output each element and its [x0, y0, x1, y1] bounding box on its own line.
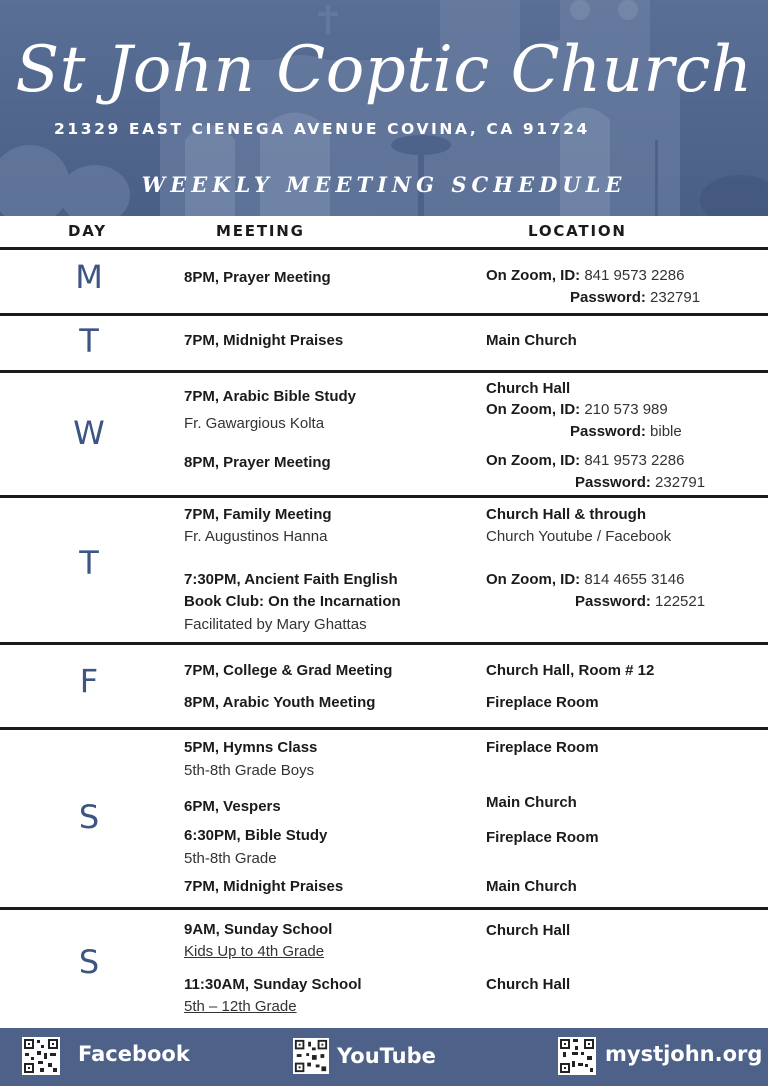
divider — [0, 727, 768, 730]
divider — [0, 907, 768, 910]
column-header-day: DAY — [68, 222, 107, 240]
day-letter-monday: M — [75, 258, 103, 296]
location-password — [575, 592, 705, 612]
meeting-audience: 5th-8th Grade — [184, 850, 277, 867]
meeting-leader: Fr. Gawargious Kolta — [184, 415, 325, 432]
meeting-title: 7PM, Midnight Praises — [184, 332, 344, 349]
meeting-title-line2: Book Club: On the Incarnation — [184, 593, 401, 610]
meeting-audience-link[interactable]: 5th – 12th Grade — [184, 998, 297, 1015]
meeting-title: 11:30AM, Sunday School — [184, 976, 362, 993]
meeting-leader: Facilitated by Mary Ghattas — [184, 616, 367, 633]
meeting-title: 7PM, Family Meeting — [184, 506, 332, 523]
church-address: 21329 EAST CIENEGA AVENUE COVINA, CA 91724 — [54, 120, 590, 138]
location-name: Church Hall — [486, 976, 571, 993]
location-name: Fireplace Room — [486, 829, 599, 846]
password-value: 232791 — [650, 289, 701, 306]
divider — [0, 313, 768, 316]
column-header-location: LOCATION — [528, 222, 627, 240]
meeting-leader: Fr. Augustinos Hanna — [184, 528, 328, 545]
location-password — [570, 422, 682, 442]
location-zoom — [486, 266, 684, 286]
location-zoom — [486, 400, 668, 420]
location-password — [575, 473, 705, 493]
meeting-audience-link[interactable]: Kids Up to 4th Grade — [184, 943, 325, 960]
meeting-title: 8PM, Prayer Meeting — [184, 454, 331, 471]
location-password — [570, 288, 700, 308]
location-name: Church Hall, Room # 12 — [486, 662, 655, 679]
column-header-meeting: MEETING — [216, 222, 305, 240]
meeting-title: 7:30PM, Ancient Faith English — [184, 571, 398, 588]
meeting-title: 5PM, Hymns Class — [184, 739, 318, 756]
zoom-id-label: On Zoom, ID: — [486, 267, 581, 284]
zoom-id-label: On Zoom, ID: — [486, 401, 581, 418]
meeting-title: 8PM, Prayer Meeting — [184, 269, 331, 286]
day-letter-saturday: S — [78, 798, 100, 836]
location-name: Main Church — [486, 332, 577, 349]
header-banner — [0, 0, 768, 216]
password-label: Password: — [570, 423, 646, 440]
youtube-link[interactable]: YouTube — [337, 1044, 436, 1068]
meeting-audience: 5th-8th Grade Boys — [184, 762, 315, 779]
divider — [0, 495, 768, 498]
day-letter-wednesday: W — [73, 414, 105, 452]
facebook-link[interactable]: Facebook — [78, 1042, 190, 1066]
password-label: Password: — [575, 593, 651, 610]
zoom-id-value: 841 9573 2286 — [584, 452, 685, 469]
footer-bar — [0, 1028, 768, 1086]
location-name: Main Church — [486, 794, 577, 811]
meeting-title: 8PM, Arabic Youth Meeting — [184, 694, 376, 711]
day-letter-tuesday: T — [79, 322, 99, 360]
meeting-title: 7PM, Arabic Bible Study — [184, 388, 356, 405]
meeting-title: 7PM, College & Grad Meeting — [184, 662, 393, 679]
church-title: St John Coptic Church — [15, 33, 753, 107]
zoom-id-label: On Zoom, ID: — [486, 452, 581, 469]
location-name: Main Church — [486, 878, 577, 895]
divider — [0, 247, 768, 250]
youtube-qr-code-icon[interactable] — [293, 1038, 329, 1074]
password-value: 232791 — [655, 474, 706, 491]
zoom-id-value: 841 9573 2286 — [584, 267, 685, 284]
location-name: Church Hall — [486, 922, 571, 939]
divider — [0, 642, 768, 645]
location-name: Fireplace Room — [486, 739, 599, 756]
website-link[interactable]: mystjohn.org — [605, 1042, 763, 1066]
password-value: bible — [650, 423, 682, 440]
day-letter-sunday: S — [78, 943, 100, 981]
location-detail: Church Youtube / Facebook — [486, 528, 672, 545]
location-zoom — [486, 570, 684, 590]
website-qr-code-icon[interactable] — [558, 1037, 596, 1075]
location-zoom — [486, 451, 684, 471]
meeting-title: 6PM, Vespers — [184, 798, 281, 815]
zoom-id-label: On Zoom, ID: — [486, 571, 581, 588]
zoom-id-value: 210 573 989 — [584, 401, 668, 418]
password-label: Password: — [570, 289, 646, 306]
location-name: Church Hall — [486, 380, 571, 397]
schedule-subtitle: WEEKLY MEETING SCHEDULE — [141, 172, 627, 197]
divider — [0, 370, 768, 373]
day-letter-thursday: T — [79, 544, 99, 582]
zoom-id-value: 814 4655 3146 — [584, 571, 685, 588]
meeting-title: 6:30PM, Bible Study — [184, 827, 328, 844]
password-label: Password: — [575, 474, 651, 491]
location-name: Church Hall & through — [486, 506, 646, 523]
password-value: 122521 — [655, 593, 706, 610]
meeting-title: 7PM, Midnight Praises — [184, 878, 344, 895]
day-letter-friday: F — [79, 662, 99, 700]
location-name: Fireplace Room — [486, 694, 599, 711]
facebook-qr-code-icon[interactable] — [22, 1037, 60, 1075]
meeting-title: 9AM, Sunday School — [184, 921, 333, 938]
